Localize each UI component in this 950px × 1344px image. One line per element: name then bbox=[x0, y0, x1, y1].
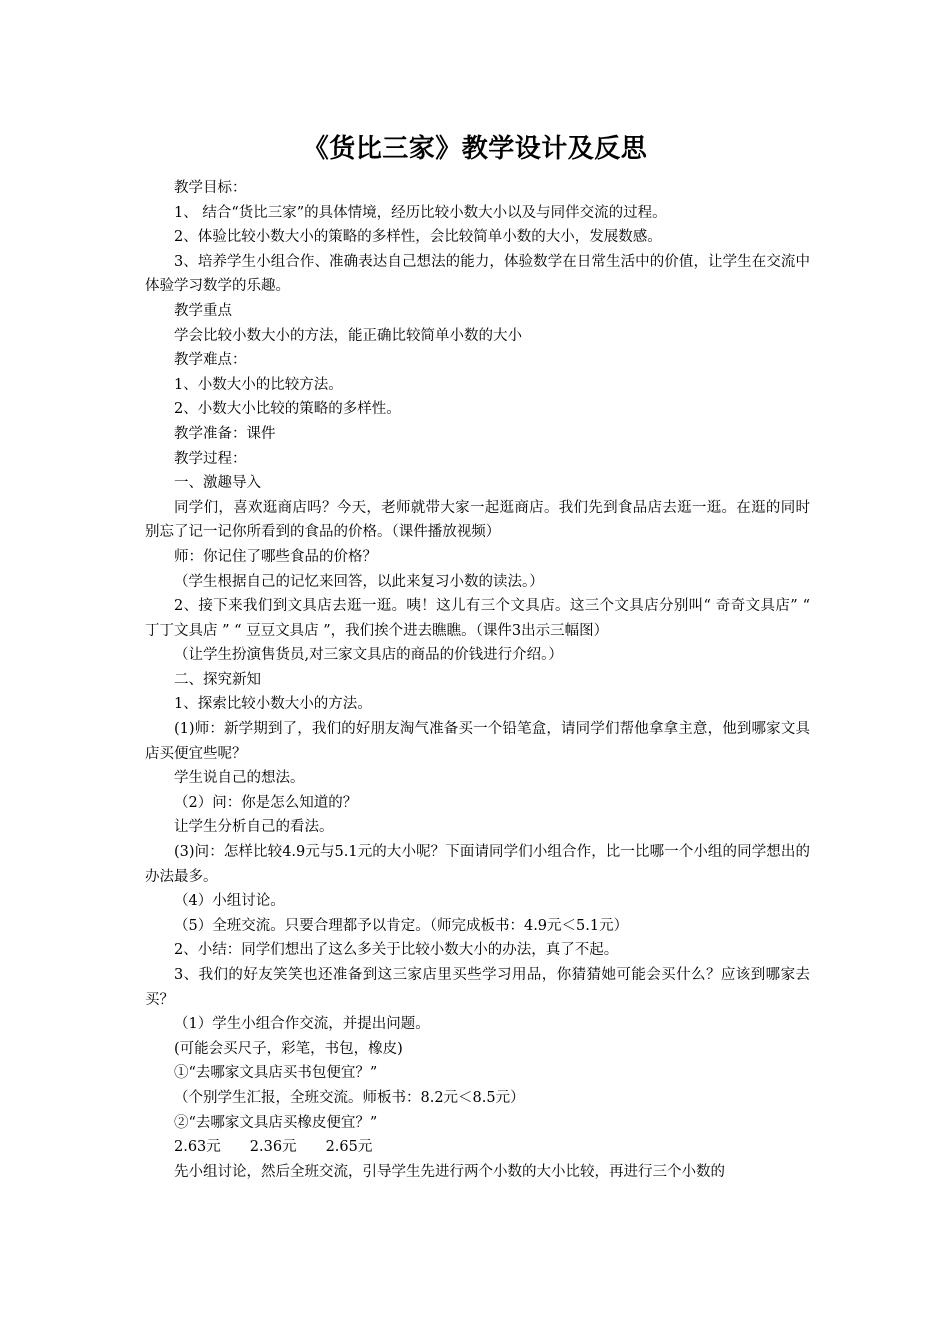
paragraph: 学会比较小数大小的方法，能正确比较简单小数的大小 bbox=[174, 327, 522, 344]
paragraph: 3、我们的好友笑笑也还准备到这三家店里买些学习用品，你猜猜她可能会买什么？应该到哪家去买？ bbox=[145, 967, 810, 1008]
paragraph: 教学难点： bbox=[174, 352, 247, 369]
paragraph: 教学过程： bbox=[174, 450, 247, 467]
paragraph: 先小组讨论，然后全班交流，引导学生先进行两个小数的大小比较，再进行三个小数的 bbox=[174, 1163, 725, 1180]
paragraph: （学生根据自己的记忆来回答，以此来复习小数的读法。） bbox=[174, 573, 544, 590]
document-title: 《货比三家》教学设计及反思 bbox=[302, 134, 648, 164]
paragraph: (可能会买尺子，彩笔，书包，橡皮) bbox=[174, 1040, 403, 1057]
paragraph: （个别学生汇报，全班交流。师板书：8.2元＜8.5元） bbox=[174, 1089, 525, 1106]
paragraph: ①“去哪家文具店买书包便宜？” bbox=[174, 1065, 378, 1082]
paragraph: (3)问：怎样比较4.9元与5.1元的大小呢？下面请同学们小组合作，比一比哪一个小组的同学想出的办法最多。 bbox=[145, 844, 810, 885]
paragraph: 2、体验比较小数大小的策略的多样性，会比较简单小数的大小，发展数感。 bbox=[174, 229, 662, 246]
paragraph: 教学重点 bbox=[174, 302, 232, 319]
paragraph: 教学准备：课件 bbox=[174, 425, 276, 442]
paragraph: （让学生扮演售货员,对三家文具店的商品的价钱进行介绍。） bbox=[174, 647, 563, 664]
paragraph: ②“去哪家文具店买橡皮便宜？” bbox=[174, 1114, 378, 1131]
paragraph: 1、小数大小的比较方法。 bbox=[174, 376, 343, 393]
paragraph: 1、 结合“货比三家”的具体情境，经历比较小数大小以及与同伴交流的过程。 bbox=[174, 204, 667, 221]
paragraph: 一、激趣导入 bbox=[174, 475, 261, 492]
paragraph: 学生说自己的想法。 bbox=[174, 770, 305, 787]
paragraph: （2）问：你是怎么知道的？ bbox=[174, 794, 358, 811]
paragraph: 师：你记住了哪些食品的价格？ bbox=[174, 548, 377, 565]
paragraph: 3、培养学生小组合作、准确表达自己想法的能力，体验数学在日常生活中的价值，让学生在交流中体验学习数学的乐趣。 bbox=[145, 253, 810, 295]
paragraph: （1）学生小组合作交流，并提出问题。 bbox=[174, 1016, 430, 1033]
paragraph: 2、小数大小比较的策略的多样性。 bbox=[174, 401, 401, 418]
document-body bbox=[145, 176, 815, 1184]
paragraph: 二、探究新知 bbox=[174, 671, 261, 688]
paragraph: 2.63元 2.36元 2.65元 bbox=[174, 1139, 373, 1156]
paragraph: （5）全班交流。只要合理都予以肯定。（师完成板书：4.9元＜5.1元） bbox=[174, 917, 629, 934]
paragraph: (1)师：新学期到了，我们的好朋友淘气准备买一个铅笔盒，请同学们帮他拿拿主意，他到哪家文具店买便宜些呢？ bbox=[145, 721, 810, 762]
paragraph: 让学生分析自己的看法。 bbox=[174, 819, 334, 836]
paragraph: 教学目标： bbox=[174, 180, 247, 196]
paragraph: 同学们，喜欢逛商店吗？今天，老师就带大家一起逛商店。我们先到食品店去逛一逛。在逛的同时别忘了记一记你所看到的食品的价格。（课件播放视频） bbox=[145, 499, 810, 541]
paragraph: 2、接下来我们到文具店去逛一逛。咦！这儿有三个文具店。这三个文具店分别叫“ 奇奇文具店” “ 丁丁文具店 ” “ 豆豆文具店 ”，我们挨个进去瞧瞧。（课件3出示三幅图） bbox=[145, 598, 815, 639]
paragraph: 1、探索比较小数大小的方法。 bbox=[174, 696, 372, 713]
paragraph: （4）小组讨论。 bbox=[174, 893, 285, 910]
paragraph: 2、小结：同学们想出了这么多关于比较小数大小的办法，真了不起。 bbox=[174, 942, 619, 959]
